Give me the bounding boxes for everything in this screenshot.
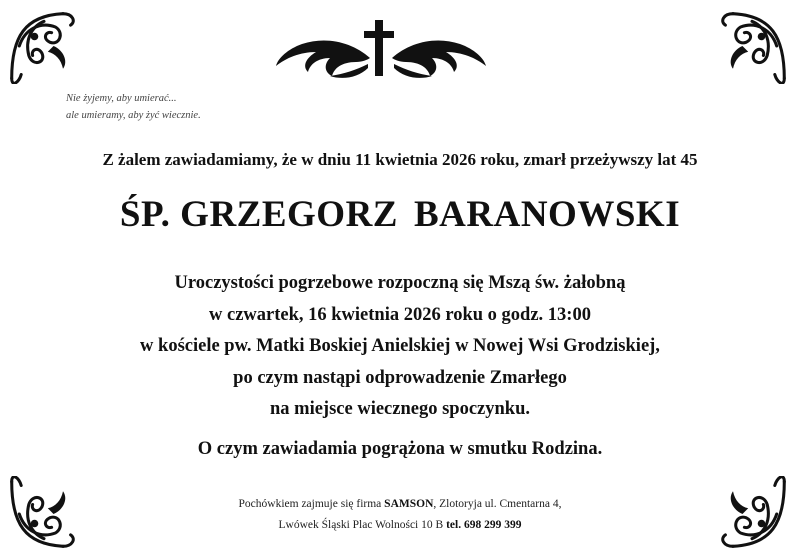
name-prefix: ŚP. bbox=[119, 194, 171, 235]
floral-corner-top-right-icon bbox=[714, 8, 790, 84]
ceremony-line: po czym nastąpi odprowadzenie Zmarłego bbox=[233, 367, 567, 388]
announcement-intro: Z żalem zawiadamiamy, że w dniu 11 kwietnia 2026 roku, zmarł przeżywszy lat 45 bbox=[102, 150, 698, 169]
ceremony-line: na miejsce wiecznego spoczynku. bbox=[270, 399, 530, 419]
funeral-home-footer bbox=[0, 494, 800, 536]
company-name: SAMSON bbox=[384, 498, 434, 510]
footer-line-1 bbox=[0, 494, 800, 515]
motto bbox=[66, 90, 201, 124]
closing-line: O czym zawiadamia pogrążona w smutku Rodzina. bbox=[197, 439, 603, 459]
cross-with-swirls-icon bbox=[272, 18, 490, 82]
phone-number: 698 299 399 bbox=[463, 519, 522, 531]
ceremony-line: w czwartek, 16 kwietnia 2026 roku o godz. 13:00 bbox=[209, 304, 591, 325]
footer-line-2 bbox=[0, 515, 800, 536]
motto-line-1: Nie żyjemy, aby umierać... bbox=[66, 93, 177, 104]
ceremony-line: w kościele pw. Matki Boskiej Anielskiej w Nowej Wsi Grodziskiej, bbox=[140, 336, 660, 356]
deceased-name bbox=[0, 193, 800, 236]
phone-label: tel. bbox=[446, 519, 462, 531]
ceremony-details bbox=[0, 268, 800, 426]
first-name: GRZEGORZ bbox=[180, 194, 398, 235]
motto-line-2: ale umieramy, aby żyć wiecznie. bbox=[66, 110, 201, 121]
branch-address: Lwówek Śląski Plac Wolności 10 B bbox=[278, 519, 444, 531]
company-address: , Zlotoryja ul. Cmentarna 4, bbox=[433, 498, 562, 510]
floral-corner-top-left-icon bbox=[6, 8, 82, 84]
ceremony-line: Uroczystości pogrzebowe rozpoczną się Mszą św. żałobną bbox=[174, 273, 626, 293]
footer-prefix: Pochówkiem zajmuje się firma bbox=[238, 498, 382, 510]
last-name: BARANOWSKI bbox=[414, 194, 681, 235]
